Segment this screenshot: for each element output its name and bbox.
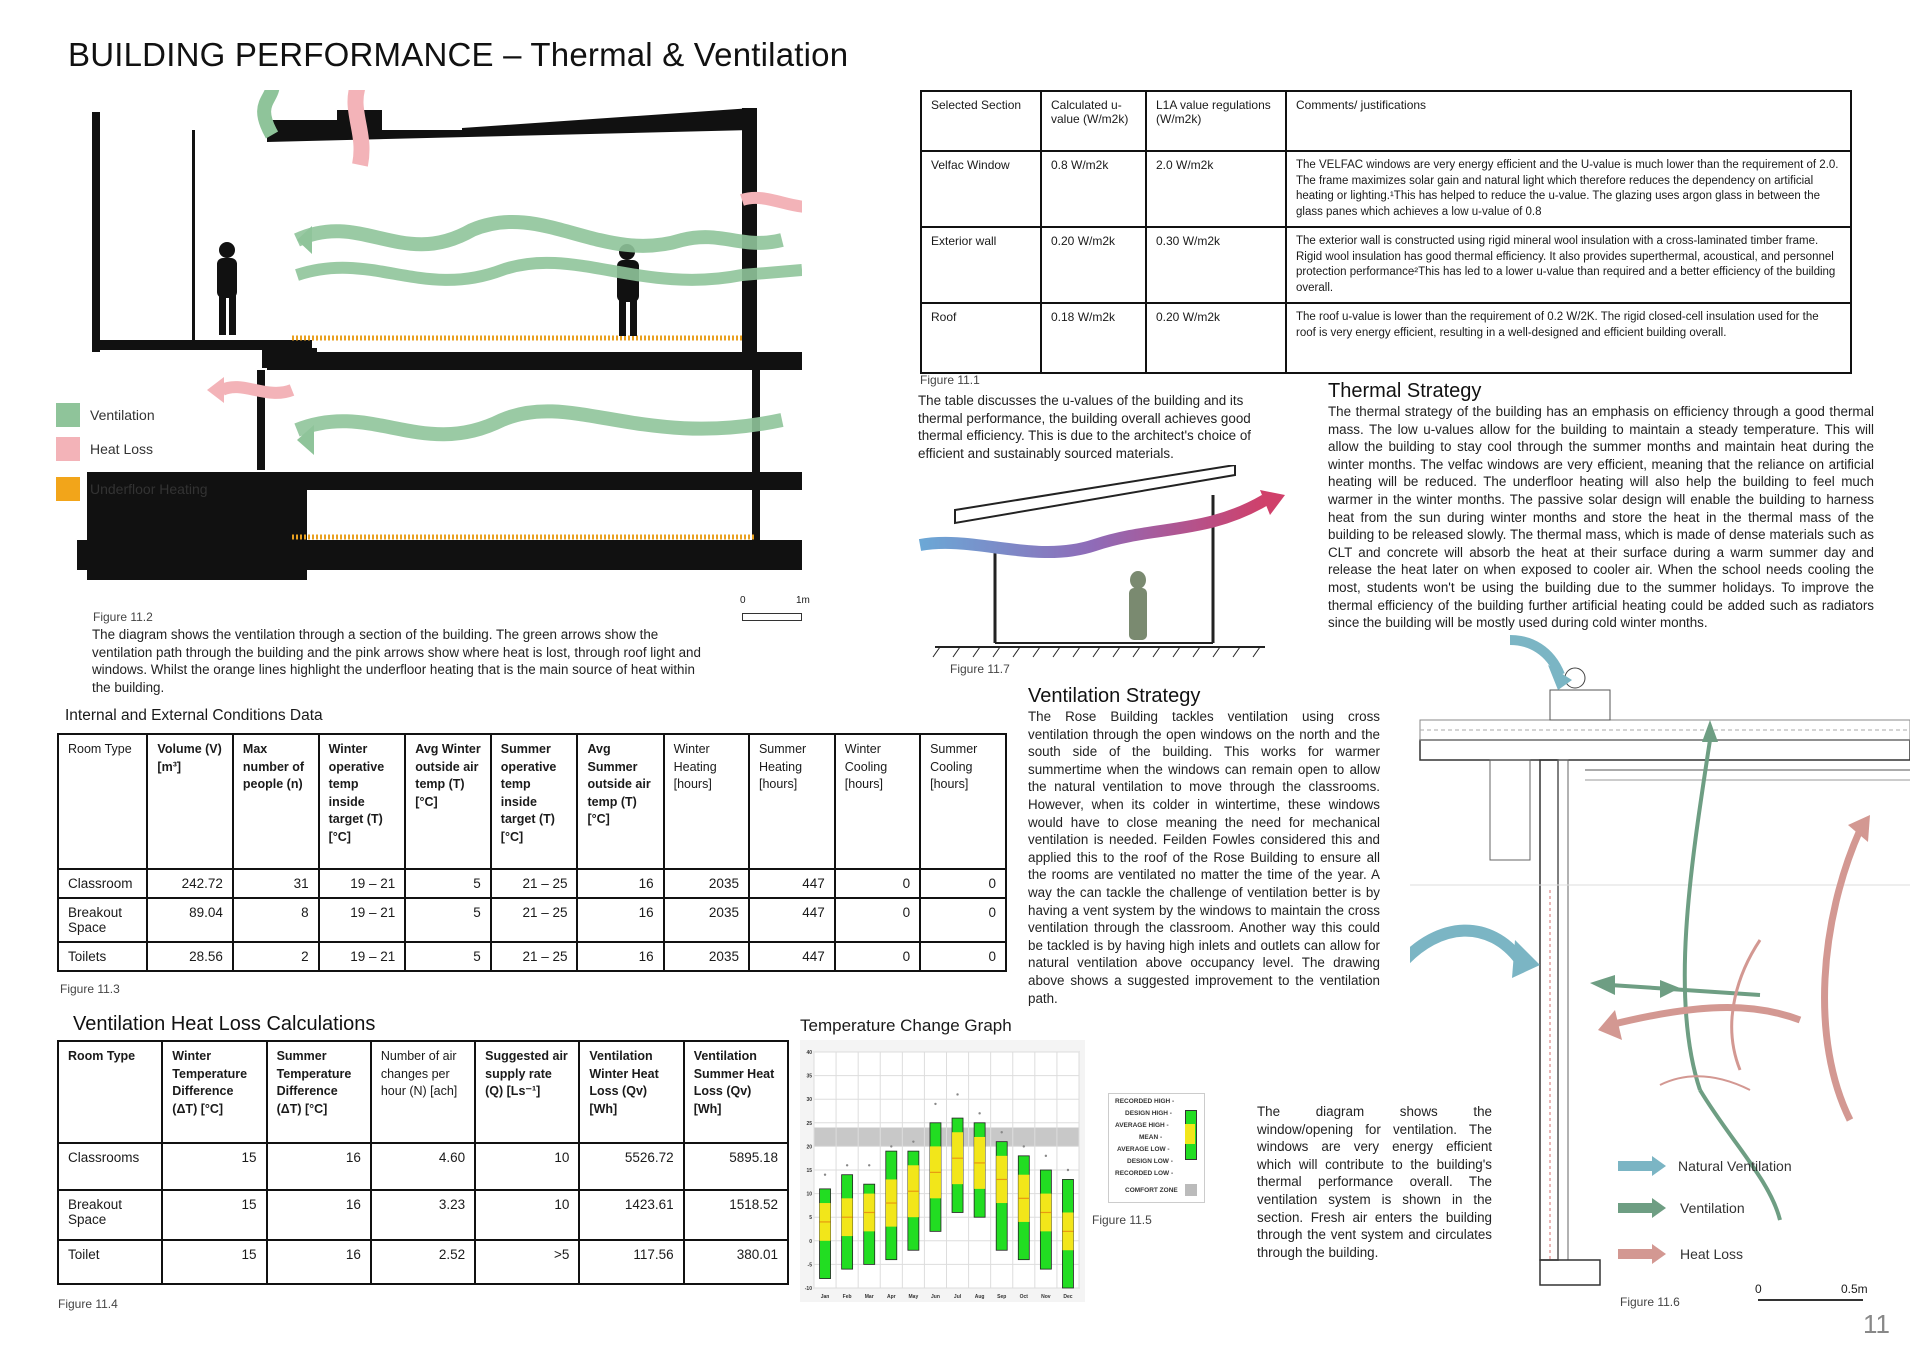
uvalue-table [920, 90, 1852, 374]
x-tick-label: Dec [1063, 1294, 1073, 1300]
scale-bar: 0 0.5m [1755, 1282, 1885, 1312]
x-tick-label: Aug [974, 1294, 985, 1300]
recorded-high-point [1045, 1155, 1047, 1157]
legend-swatch [56, 477, 80, 501]
recorded-high-point [912, 1140, 914, 1142]
heatloss-table [57, 1040, 789, 1285]
recorded-high-point [868, 1164, 870, 1166]
legend-item-ventilation: Ventilation [56, 398, 208, 432]
recorded-high-point [824, 1174, 826, 1176]
detail-legend [1618, 1145, 1792, 1279]
legend-item-underfloor-heating: Underfloor Heating [56, 472, 208, 506]
table-row: Velfac Window 0.8 W/m2k 2.0 W/m2k The VELFAC windows are very energy efficient and the U-value is much lower than the requirement of 2.0. The frame maximizes solar gain and natural light which therefore reduces the dependency on artificial heating or lighting.¹This has helped to reduce the u-value. The glazing uses argon glass in between the glass panes which achieves a low u-value of 0.8 [921, 151, 1851, 227]
y-tick-label: 0 [809, 1238, 812, 1245]
y-tick-label: 5 [809, 1215, 812, 1222]
legend-bar-swatch [1185, 1124, 1195, 1144]
table-header-row: Room Type Volume (V) [m³] Max number of people (n) Winter operative temp inside target (T) [°C] Avg Winter outside air temp (T) [°C] Summer operative temp inside target (T) [°C] Avg Summer outside air temp (T) [°C] Winter Heating [hours] Summer Heating [hours] Winter Cooling [hours] Summer Cooling [hours] [58, 734, 1006, 869]
conditions-table-title: Internal and External Conditions Data [65, 707, 323, 724]
ventilation-strategy-title: Ventilation Strategy [1028, 685, 1201, 707]
figure-11-3-label: Figure 11.3 [60, 982, 120, 996]
x-tick-label: Jun [931, 1294, 940, 1300]
roof-ventilation-sketch [915, 465, 1325, 660]
y-tick-label: 35 [806, 1073, 812, 1080]
x-tick-label: May [908, 1294, 919, 1300]
y-tick-label: 25 [806, 1120, 812, 1127]
figure-11-6-label: Figure 11.6 [1620, 1295, 1680, 1309]
table-header-row: Selected Section Calculated u-value (W/m2k) L1A value regulations (W/m2k) Comments/ justifications [921, 91, 1851, 151]
temperature-chart [800, 1040, 1085, 1302]
building-section-drawing [42, 90, 802, 580]
legend-swatch [56, 437, 80, 461]
legend-item-natural-ventilation: Natural Ventilation [1618, 1145, 1792, 1187]
y-tick-label: -5 [807, 1262, 812, 1269]
y-tick-label: 30 [806, 1097, 812, 1104]
table-row: Classroom 242.72 31 19 – 21 5 21 – 25 16 2035 447 0 0 [58, 869, 1006, 898]
figure-11-1-label: Figure 11.1 [920, 373, 980, 387]
table-row: Breakout Space 89.04 8 19 – 21 5 21 – 25 16 2035 447 0 0 [58, 898, 1006, 942]
figure-11-5-label: Figure 11.5 [1092, 1213, 1152, 1227]
figure-11-4-label: Figure 11.4 [58, 1297, 118, 1311]
recorded-high-point [1001, 1131, 1003, 1133]
recorded-high-point [956, 1093, 958, 1095]
table-row: Toilets 28.56 2 19 – 21 5 21 – 25 16 2035 447 0 0 [58, 942, 1006, 971]
recorded-high-point [1023, 1145, 1025, 1147]
legend-item-heat-loss: Heat Loss [56, 432, 208, 466]
figure-11-6-text: The diagram shows the window/opening for ventilation. The windows are very energy efficient which will contribute to the building's thermal performance overall. The ventilation system is shown in the section. Fresh air enters the building through the vent system and circulates through the building. [1257, 1104, 1492, 1260]
table-row: Roof 0.18 W/m2k 0.20 W/m2k The roof u-value is lower than the requirement of 0.2 W/2K. The rigid closed-cell insulation used for the roof is very energy efficient, resulting in a well-designed and efficient building overall. [921, 303, 1851, 373]
x-tick-label: Sep [997, 1294, 1007, 1300]
recorded-high-point [890, 1145, 892, 1147]
y-tick-label: -10 [804, 1286, 812, 1292]
figure-11-1-text: The table discusses the u-values of the building and its thermal performance, the building overall achieves good thermal efficiency. This is due to the architect's choice of efficient and sustainably sourced materials. [918, 393, 1252, 461]
x-tick-label: Apr [886, 1294, 896, 1300]
heatloss-table-title: Ventilation Heat Loss Calculations [73, 1013, 376, 1035]
y-tick-label: 15 [806, 1168, 812, 1174]
ventilation-strategy-text: The Rose Building tackles ventilation using cross ventilation through the open windows on the north and the south side of the building. This works for warmer summertime when the windows can remain open to allow the natural ventilation to move through the classrooms. However, when its colder in wintertime, these windows would have to close meaning the need for mechanical ventilation is needed. Feilden Fowles considered this and applied this to the roof of the Rose Building to ensure all the rooms are ventilated no matter the time of the year. A way the can tackle the challenge of ventilation better is by having a vent system by the windows to maintain the cross ventilation through the classroom. Another way this could be tackled is by having high inlets and outlets can allow for natural ventilation above occupancy level. The drawing above shows a suggested improvement to the ventilation path. [1028, 709, 1380, 1006]
legend-comfort-swatch [1185, 1184, 1197, 1196]
recorded-high-point [846, 1164, 848, 1166]
thermal-strategy-title: Thermal Strategy [1328, 380, 1482, 402]
x-tick-label: Nov [1041, 1294, 1051, 1300]
arrow-right-icon [1618, 1244, 1666, 1264]
page-title: BUILDING PERFORMANCE – Thermal & Ventilation [68, 36, 849, 73]
x-tick-label: Jan [820, 1294, 830, 1300]
x-tick-label: Oct [1019, 1294, 1028, 1300]
conditions-table [57, 733, 1007, 972]
table-row: Breakout Space 15 16 3.23 10 1423.61 1518.52 [58, 1190, 788, 1240]
recorded-high-point [934, 1103, 936, 1105]
arrow-right-icon [1618, 1198, 1666, 1218]
page-number: 11 [1863, 1309, 1890, 1339]
temp-graph-title: Temperature Change Graph [800, 1016, 1012, 1035]
y-tick-label: 10 [806, 1191, 812, 1198]
scale-bar: 0 1m [740, 595, 830, 625]
recorded-high-point [978, 1112, 980, 1114]
x-tick-label: Mar [864, 1294, 874, 1300]
figure-11-2-text: The diagram shows the ventilation through a section of the building. The green arrows show the ventilation path through the building and the pink arrows show where heat is lost, through roof light and windows. Whilst the orange lines highlight the underfloor heating that is the main source of heat within the building. [92, 627, 701, 695]
table-row: Toilet 15 16 2.52 >5 117.56 380.01 [58, 1240, 788, 1284]
figure-11-7-label: Figure 11.7 [950, 662, 1010, 676]
y-tick-label: 40 [806, 1050, 812, 1056]
table-header-row: Room Type Winter Temperature Difference (ΔT) [°C] Summer Temperature Difference (ΔT) [°C] Number of air changes per hour (N) [ach] Suggested air supply rate (Q) [Ls⁻¹] Ventilation Winter Heat Loss (Qv) [Wh] Ventilation Summer Heat Loss (Qv) [Wh] [58, 1041, 788, 1143]
table-row: Classrooms 15 16 4.60 10 5526.72 5895.18 [58, 1143, 788, 1190]
recorded-high-point [1067, 1169, 1069, 1171]
legend-swatch [56, 403, 80, 427]
arrow-right-icon [1618, 1156, 1666, 1176]
table-row: Exterior wall 0.20 W/m2k 0.30 W/m2k The exterior wall is constructed using rigid mineral wool insulation with a cross-laminated timber frame. Rigid wool insulation has good thermal efficiency. It also provides superthermal, acoustical, and personnel protection performance²This has led to a lower u-value than required and a better efficiency of the building overall. [921, 227, 1851, 303]
y-tick-label: 20 [806, 1144, 812, 1151]
x-tick-label: Jul [953, 1294, 962, 1300]
x-tick-label: Feb [842, 1294, 852, 1300]
legend-item-heat-loss: Heat Loss [1618, 1229, 1792, 1279]
section-legend [56, 398, 208, 506]
temp-graph-legend: RECORDED HIGH - DESIGN HIGH - AVERAGE HIGH - MEAN - AVERAGE LOW - DESIGN LOW - RECORDED LOW - COMFORT ZONE [1108, 1093, 1205, 1203]
thermal-strategy-text: The thermal strategy of the building has an emphasis on efficiency through a good thermal mass. The low u-values allow for the building to maintain a steady temperature. This will allow the building to stay cool through the summer months and maintain heat during the winter months. The velfac windows are very efficient, meaning that the reliance on artificial heating will be reduced. The underfloor heating will also help the building to feel much warmer in the winter months. The passive solar design will enable the building to harness heat from the sun during winter months and store the heat in the thermal mass of the building to be released slowly. The thermal mass, which is made of dense materials such as CLT and concrete will absorb the heat at their surface during a warm summer day and release the heat later on when exposed to cooler air. When the school needs cooling the most, students won't be using the building due to the summer holidays. To improve the thermal efficiency of the building further artificial heating could be added such as radiators since the building will be mostly used during cold winter months. [1328, 404, 1874, 631]
figure-11-2-label: Figure 11.2 [93, 610, 153, 624]
legend-item-ventilation: Ventilation [1618, 1187, 1792, 1229]
